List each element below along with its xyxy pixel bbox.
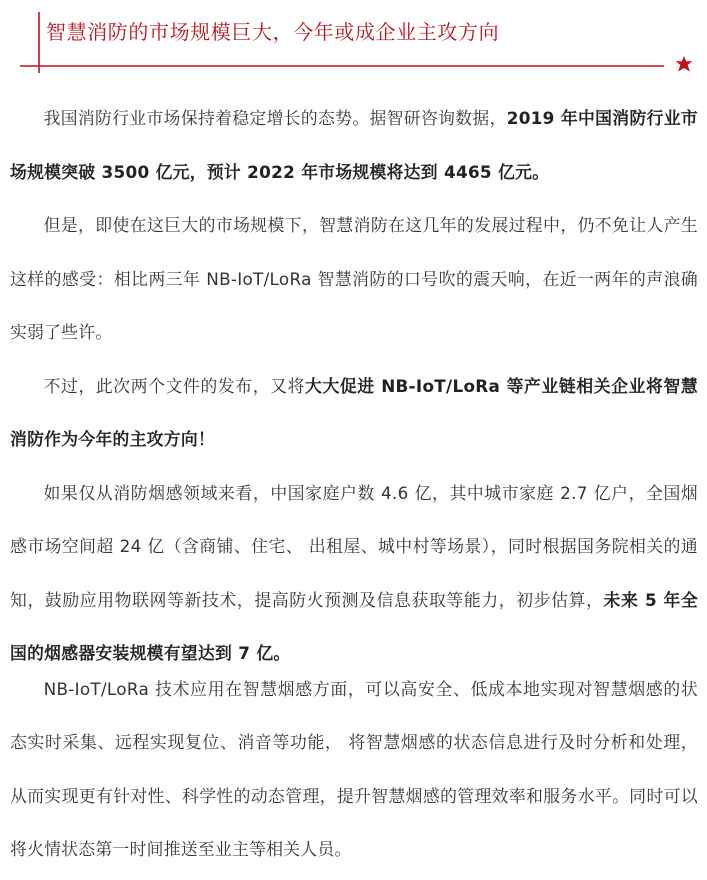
paragraph-market-growth xyxy=(10,92,698,199)
paragraph-text: 我国消防行业市场保持着稳定增长的态势。据智研咨询数据， xyxy=(43,108,507,128)
star-icon xyxy=(676,56,692,72)
paragraph-smoke-market xyxy=(10,467,698,681)
highlight-market-size: 2019 年中国消防行业市场规模突破 3500 亿元，预计 2022 年市场规模将达到 4465 亿元。 xyxy=(10,108,698,182)
highlight-main-direction: 大大促进 NB-IoT/LoRa 等产业链相关企业将智慧消防作为今年的主攻方向！ xyxy=(10,375,698,449)
section-header xyxy=(0,0,707,80)
section-title: 智慧消防的市场规模巨大，今年或成企业主攻方向 xyxy=(46,20,500,44)
paragraph-text: NB-IoT/LoRa 技术应用在智慧烟感方面，可以高安全、低成本地实现对智慧烟感的状态实时采集、远程实现复位、消音等功能， 将智慧烟感的状态信息进行及时分析和处理，从而实现更有针对性、科学性的动态管理，提升智慧烟感的管理效率和服务水平。同时可以将火情状态第一时间推送至业主等相关人员。 xyxy=(10,678,698,859)
paragraph-text: 如果仅从消防烟感领域来看，中国家庭户数 4.6 亿，其中城市家庭 2.7 亿户，全国烟感市场空间超 24 亿（含商铺、住宅、 出租屋、城中村等场景），同时根据国务院相关的通知，鼓励应用物联网等新技术，提高防火预测及信息获取等能力，初步估算， xyxy=(10,482,698,610)
paragraph-policy xyxy=(10,360,698,467)
paragraph-nb-iot-application xyxy=(10,663,698,877)
article-body xyxy=(10,92,698,877)
paragraph-text: 不过，此次两个文件的发布，又将 xyxy=(43,375,306,396)
highlight-install-scale: 未来 5 年全国的烟感器安装规模有望达到 7 亿。 xyxy=(10,589,698,663)
paragraph-text: 但是，即使在这巨大的市场规模下，智慧消防在这几年的发展过程中，仍不免让人产生这样的感受：相比两三年 NB-IoT/LoRa 智慧消防的口号吹的震天响，在近一两年的声浪确实弱了些许。 xyxy=(10,215,698,342)
paragraph-however xyxy=(10,199,698,360)
